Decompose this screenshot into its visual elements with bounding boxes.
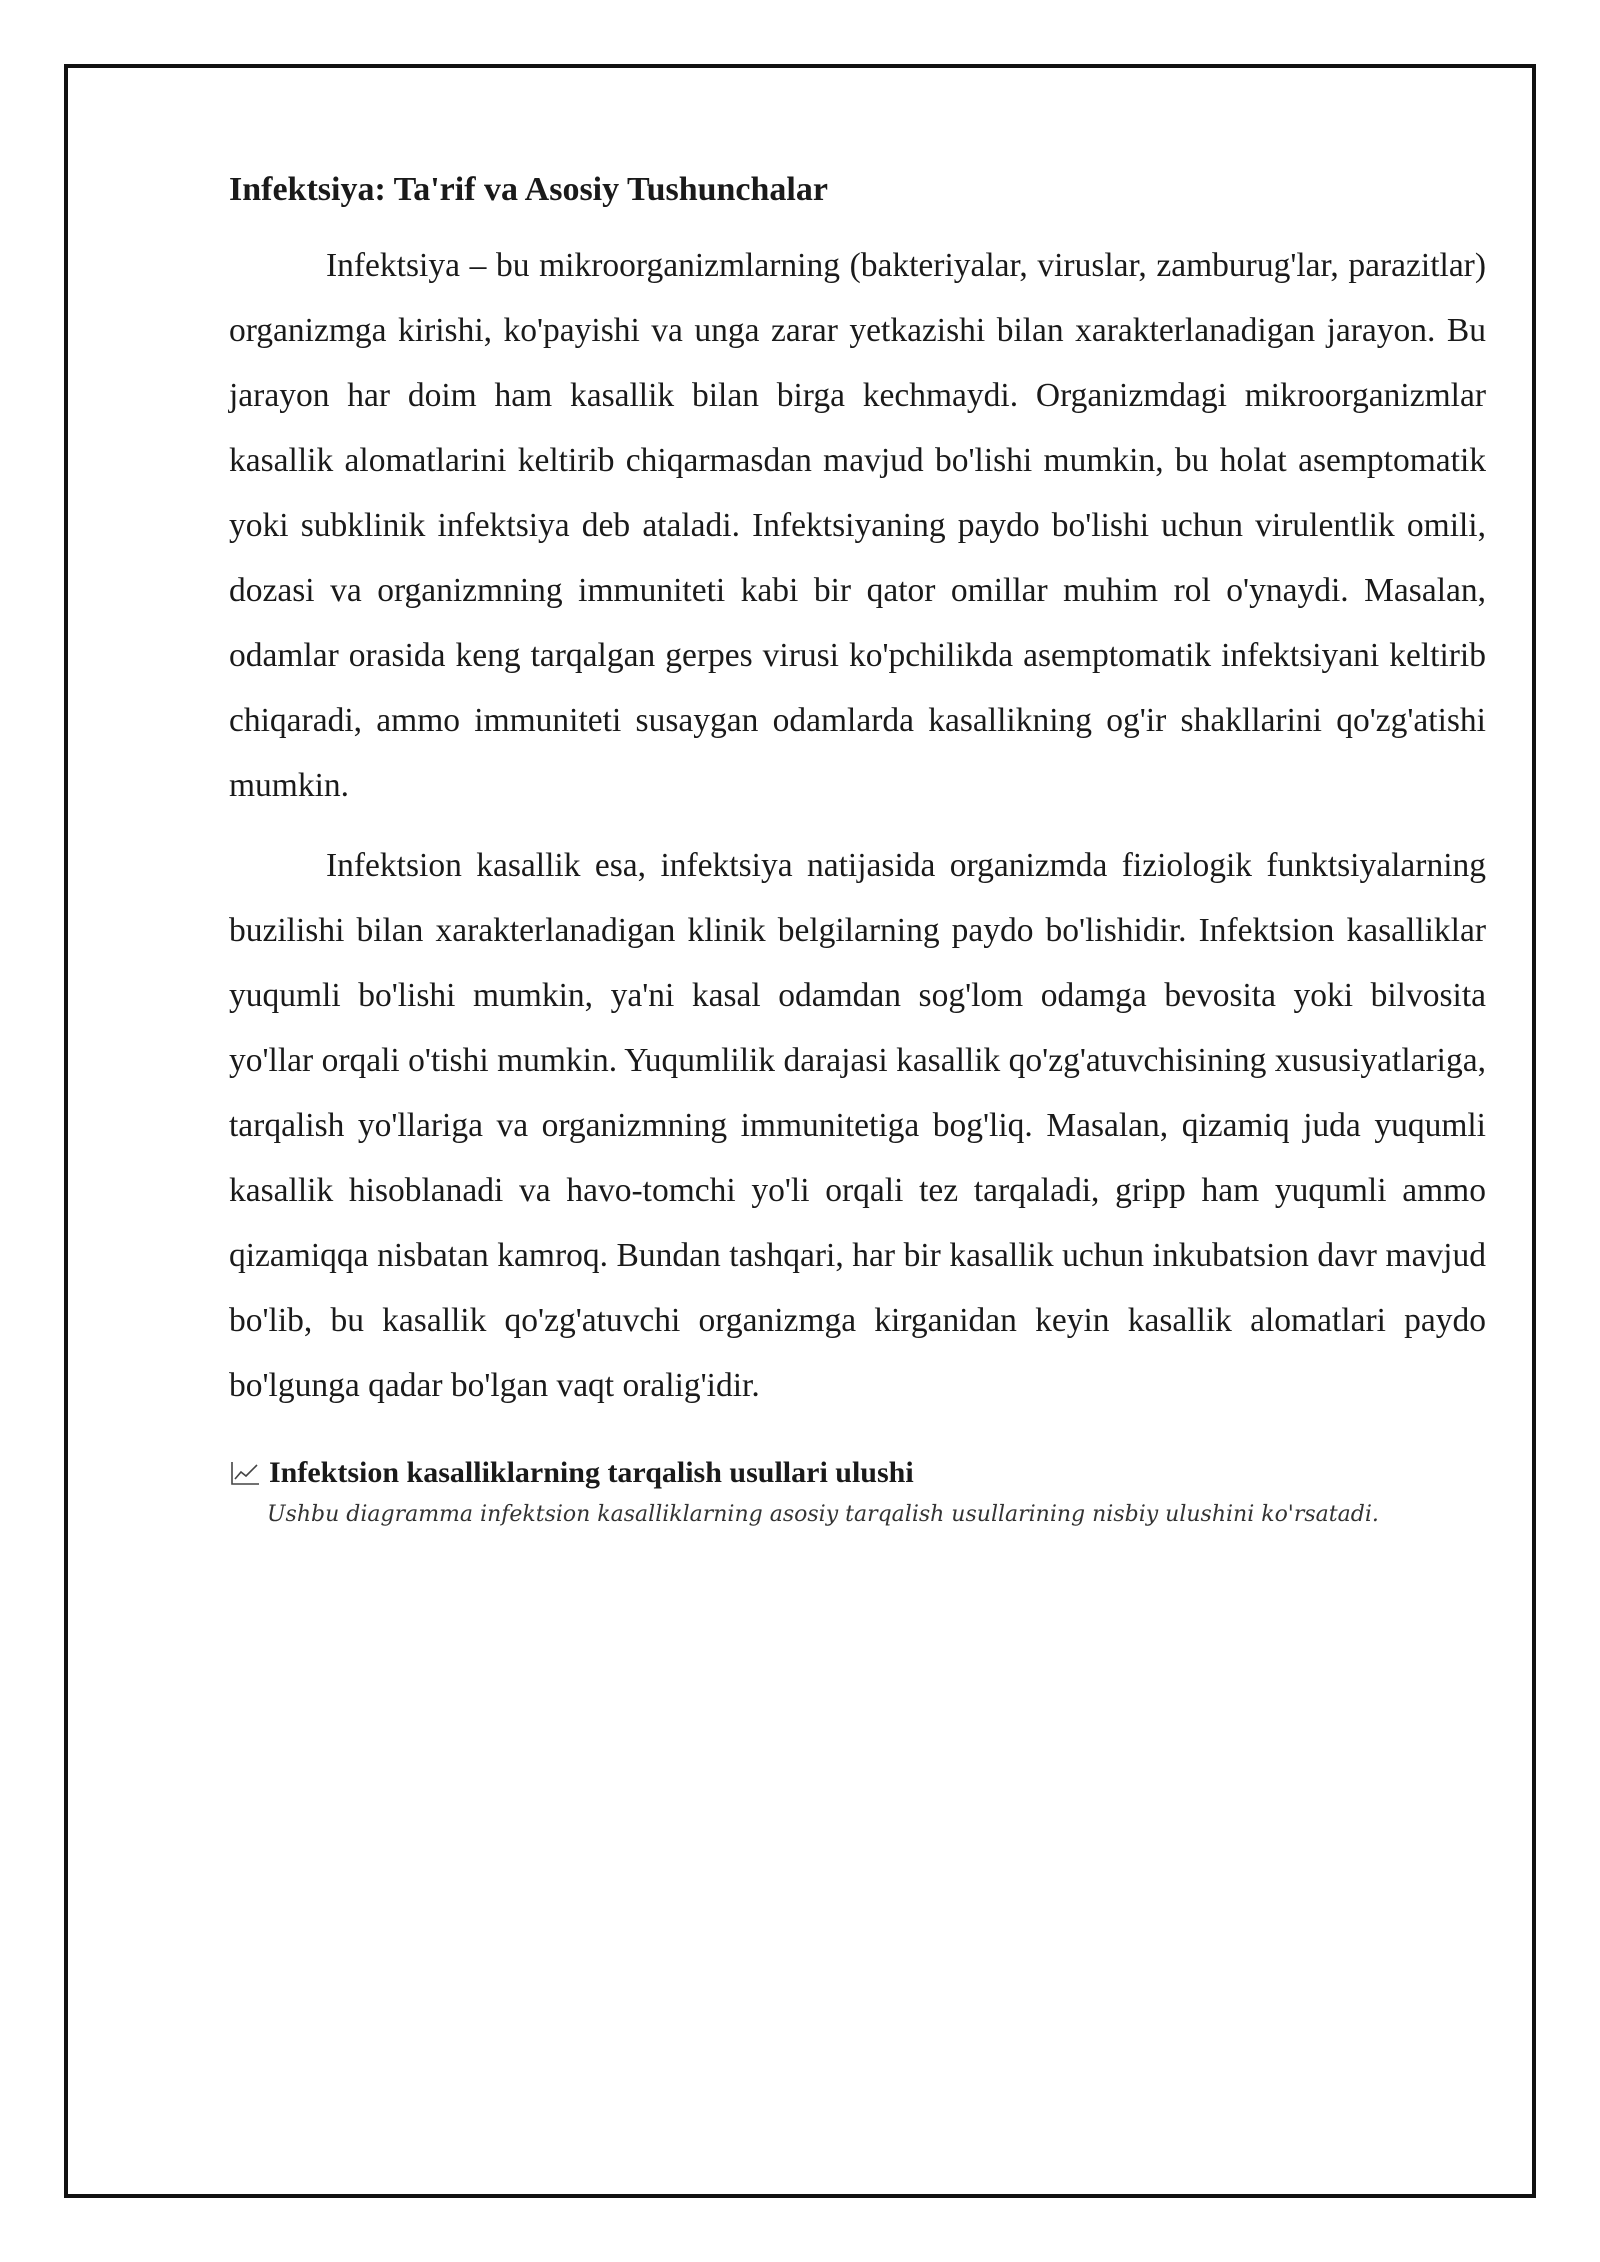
chart-title: Infektsion kasalliklarning tarqalish usullari ulushi [269,1455,914,1489]
chart-line-icon [229,1459,261,1487]
document-body [229,170,1486,1527]
chart-section [229,1456,1486,1527]
document-heading: Infektsiya: Ta'rif va Asosiy Tushunchalar [229,171,828,208]
paragraph-infectious-disease: Infektsion kasallik esa, infektsiya natijasida organizmda fiziologik funktsiyalarning buzilishi bilan xarakterlanadigan klinik belgilarning paydo bo'lishidir. Infektsion kasalliklar yuqumli bo'lishi mumkin, ya'ni kasal odamdan sog'lom odamga bevosita yoki bilvosita yo'llar orqali o'tishi mumkin. Yuqumlilik darajasi kasallik qo'zg'atuvchisining xususiyatlariga, tarqalish yo'llariga va organizmning immunitetiga bog'liq. Masalan, qizamiq juda yuqumli kasallik hisoblanadi va havo-tomchi yo'li orqali tez tarqaladi, gripp ham yuqumli ammo qizamiqqa nisbatan kamroq. Bundan tashqari, har bir kasallik uchun inkubatsion davr mavjud bo'lib, bu kasallik qo'zg'atuvchi organizmga kirganidan keyin kasallik alomatlari paydo bo'lgunga qadar bo'lgan vaqt oralig'idir. [229,846,1486,1404]
chart-title-row [229,1456,1486,1490]
paragraph-infection-definition: Infektsiya – bu mikroorganizmlarning (bakteriyalar, viruslar, zamburug'lar, parazitlar) organizmga kirishi, ko'payishi va unga zarar yetkazishi bilan xarakterlanadigan jarayon. Bu jarayon har doim ham kasallik bilan birga kechmaydi. Organizmdagi mikroorganizmlar kasallik alomatlarini keltirib chiqarmasdan mavjud bo'lishi mumkin, bu holat asemptomatik yoki subklinik infektsiya deb ataladi. Infektsiyaning paydo bo'lishi uchun virulentlik omili, dozasi va organizmning immuniteti kabi bir qator omillar muhim rol o'ynaydi. Masalan, odamlar orasida keng tarqalgan gerpes virusi ko'pchilikda asemptomatik infektsiyani keltirib chiqaradi, ammo immuniteti susaygan odamlarda kasallikning og'ir shakllarini qo'zg'atishi mumkin. [229,246,1486,804]
chart-caption: Ushbu diagramma infektsion kasalliklarning asosiy tarqalish usullarining nisbiy ulushini ko'rsatadi. [267,1501,1379,1527]
